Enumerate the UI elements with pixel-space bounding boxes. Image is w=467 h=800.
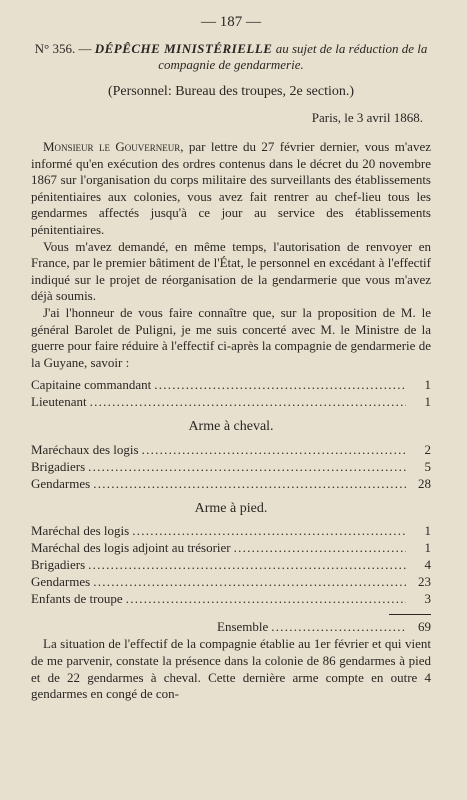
paragraph-1-text: par lettre du 27 février dernier, vous m'avez informé qu'en exécution des ordres contenus dans le décret du 20 novembre 1867 sur l'organisation du corps militaire des surveillants des établissements pénitentiaires aux colonies, vous avez fait rentrer au chef-lieu tous les gendarmes affectés jusqu'à ce jour au service des établissements pénitentiaires. (31, 138, 431, 237)
total-value: 69 (418, 619, 431, 635)
total-label: Ensemble (217, 619, 269, 635)
list-item (31, 459, 431, 476)
list-item-value: 3 (424, 591, 431, 607)
dot-leader (93, 476, 406, 493)
list-item-label: Gendarmes (31, 475, 91, 491)
list-item-label: Maréchaux des logis (31, 441, 139, 457)
list-item-value: 4 (424, 557, 431, 573)
dispatch-subject: au sujet de la réduction de la compagnie de gendarmerie. (158, 40, 428, 73)
list-item (31, 394, 431, 411)
paragraph-1 (31, 139, 431, 239)
pied-list (31, 523, 431, 608)
list-item (31, 442, 431, 459)
list-item-value: 2 (424, 441, 431, 457)
dispatch-title: DÉPÊCHE MINISTÉRIELLE (94, 40, 273, 56)
list-item (31, 540, 431, 557)
list-item-value: 5 (424, 458, 431, 474)
list-item (31, 523, 431, 540)
list-item-label: Brigadiers (31, 557, 86, 573)
dispatch-heading (31, 41, 431, 74)
dot-leader (90, 394, 406, 411)
list-item (31, 476, 431, 493)
dot-leader (142, 442, 406, 459)
list-item-value: 1 (424, 377, 431, 393)
dot-leader (154, 377, 406, 394)
section-heading-cheval: Arme à cheval. (188, 419, 274, 435)
list-item-label: Maréchal des logis adjoint au trésorier (31, 540, 231, 556)
dot-leader (271, 619, 406, 636)
page-number: — 187 — (201, 14, 261, 30)
list-item-label: Brigadiers (31, 458, 86, 474)
paragraph-2: Vous m'avez demandé, en même temps, l'autorisation de renvoyer en France, par le premier bâtiment de l'État, le personnel en excédant à l'effectif indiqué sur le projet de réorganisation de la gendarmerie que vous m'avez déjà soumis. (31, 238, 431, 304)
salutation: Monsieur le Gouverneur, (43, 138, 184, 154)
list-item (31, 377, 431, 394)
list-item-value: 23 (418, 574, 431, 590)
dispatch-number: N° 356. — (34, 40, 92, 56)
total-row (31, 619, 431, 636)
section-heading-pied: Arme à pied. (194, 500, 268, 516)
dot-leader (88, 459, 406, 476)
total-rule (389, 614, 431, 615)
list-item-label: Gendarmes (31, 574, 91, 590)
dot-leader (126, 591, 406, 608)
officers-list (31, 377, 431, 411)
list-item (31, 591, 431, 608)
list-item-value: 28 (418, 475, 431, 491)
dot-leader (93, 574, 406, 591)
service-line: (Personnel: Bureau des troupes, 2e section.) (107, 83, 355, 99)
total-block (31, 614, 431, 636)
list-item (31, 557, 431, 574)
dot-leader (234, 540, 406, 557)
dispatch-date: Paris, le 3 avril 1868. (311, 110, 423, 126)
list-item-value: 1 (424, 540, 431, 556)
list-item-value: 1 (424, 394, 431, 410)
dot-leader (88, 557, 406, 574)
list-item-label: Maréchal des logis (31, 523, 130, 539)
list-item (31, 574, 431, 591)
list-item-label: Capitaine commandant (31, 377, 152, 393)
list-item-label: Lieutenant (31, 394, 87, 410)
dot-leader (132, 523, 406, 540)
list-item-value: 1 (424, 523, 431, 539)
paragraph-3: J'ai l'honneur de vous faire connaître que, sur la proposition de M. le général Barolet de Puligni, je me suis concerté avec M. le Ministre de la guerre pour faire réduire à l'effectif ci-après la compagnie de gendarmerie de la Guyane, savoir : (31, 304, 431, 370)
list-item-label: Enfants de troupe (31, 591, 123, 607)
paragraph-4: La situation de l'effectif de la compagnie établie au 1er février et qui vient de me parvenir, constate la présence dans la colonie de 86 gendarmes à pied et de 22 gendarmes à cheval. Cette dernière arme compte en outre 4 gendarmes en congé de con- (31, 636, 431, 702)
cheval-list (31, 442, 431, 493)
